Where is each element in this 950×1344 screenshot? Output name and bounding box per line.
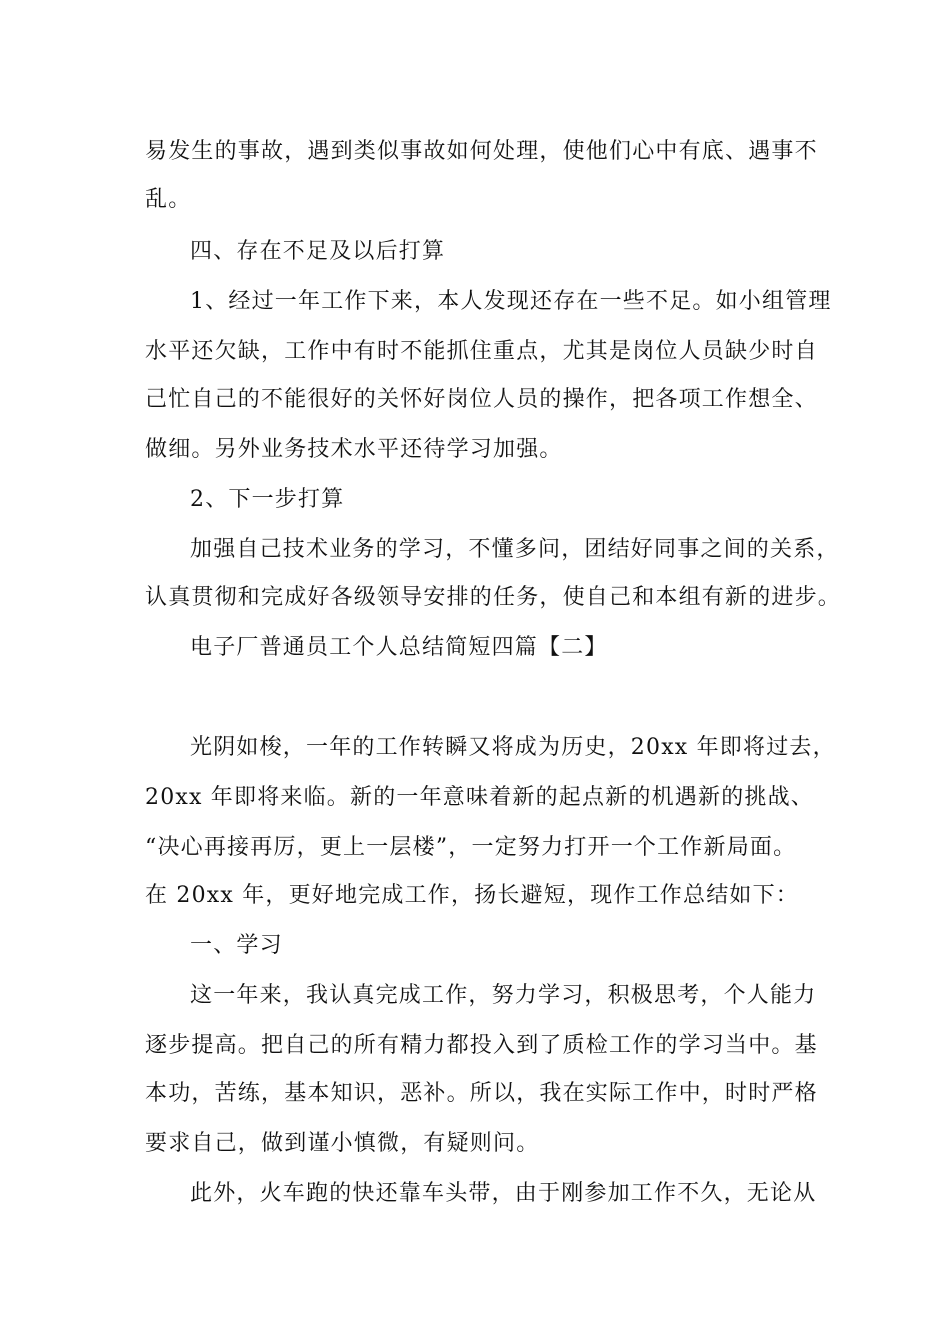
article-title: 电子厂普通员工个人总结简短四篇【二】 [190,635,608,660]
paragraph-line: 光阴如梭，一年的工作转瞬又将成为历史，20xx 年即将过去， [190,735,836,760]
paragraph-line: 己忙自己的不能很好的关怀好岗位人员的操作，把各项工作想全、 [145,387,818,412]
subsection-heading: 2、下一步打算 [190,487,345,512]
paragraph-line: 在 20xx 年，更好地完成工作，扬长避短，现作工作总结如下： [145,883,799,908]
paragraph-line: 1、经过一年工作下来，本人发现还存在一些不足。如小组管理 [190,289,832,314]
paragraph-line: “决心再接再厉，更上一层楼”，一定努力打开一个工作新局面。 [145,835,797,860]
paragraph-line: 20xx 年即将来临。新的一年意味着新的起点新的机遇新的挑战、 [145,785,815,810]
paragraph-line: 本功，苦练，基本知识，恶补。所以，我在实际工作中，时时严格 [145,1081,818,1106]
paragraph-line: 要求自己，做到谨小慎微，有疑则问。 [145,1131,540,1156]
paragraph-line: 此外，火车跑的快还靠车头带，由于刚参加工作不久，无论从 [190,1181,817,1206]
paragraph-line: 水平还欠缺，工作中有时不能抓住重点，尤其是岗位人员缺少时自 [145,339,818,364]
section-heading: 四、存在不足及以后打算 [190,239,446,264]
paragraph-line: 易发生的事故，遇到类似事故如何处理，使他们心中有底、遇事不 [145,139,818,164]
paragraph-line: 这一年来，我认真完成工作，努力学习，积极思考，个人能力 [190,983,817,1008]
paragraph-line: 做细。另外业务技术水平还待学习加强。 [145,437,563,462]
paragraph-line: 认真贯彻和完成好各级领导安排的任务，使自己和本组有新的进步。 [145,585,842,610]
paragraph-line: 加强自己技术业务的学习，不懂多问，团结好同事之间的关系， [190,537,840,562]
paragraph-line: 逐步提高。把自己的所有精力都投入到了质检工作的学习当中。基 [145,1033,818,1058]
section-heading: 一、学习 [190,933,283,958]
paragraph-line: 乱。 [145,187,192,212]
